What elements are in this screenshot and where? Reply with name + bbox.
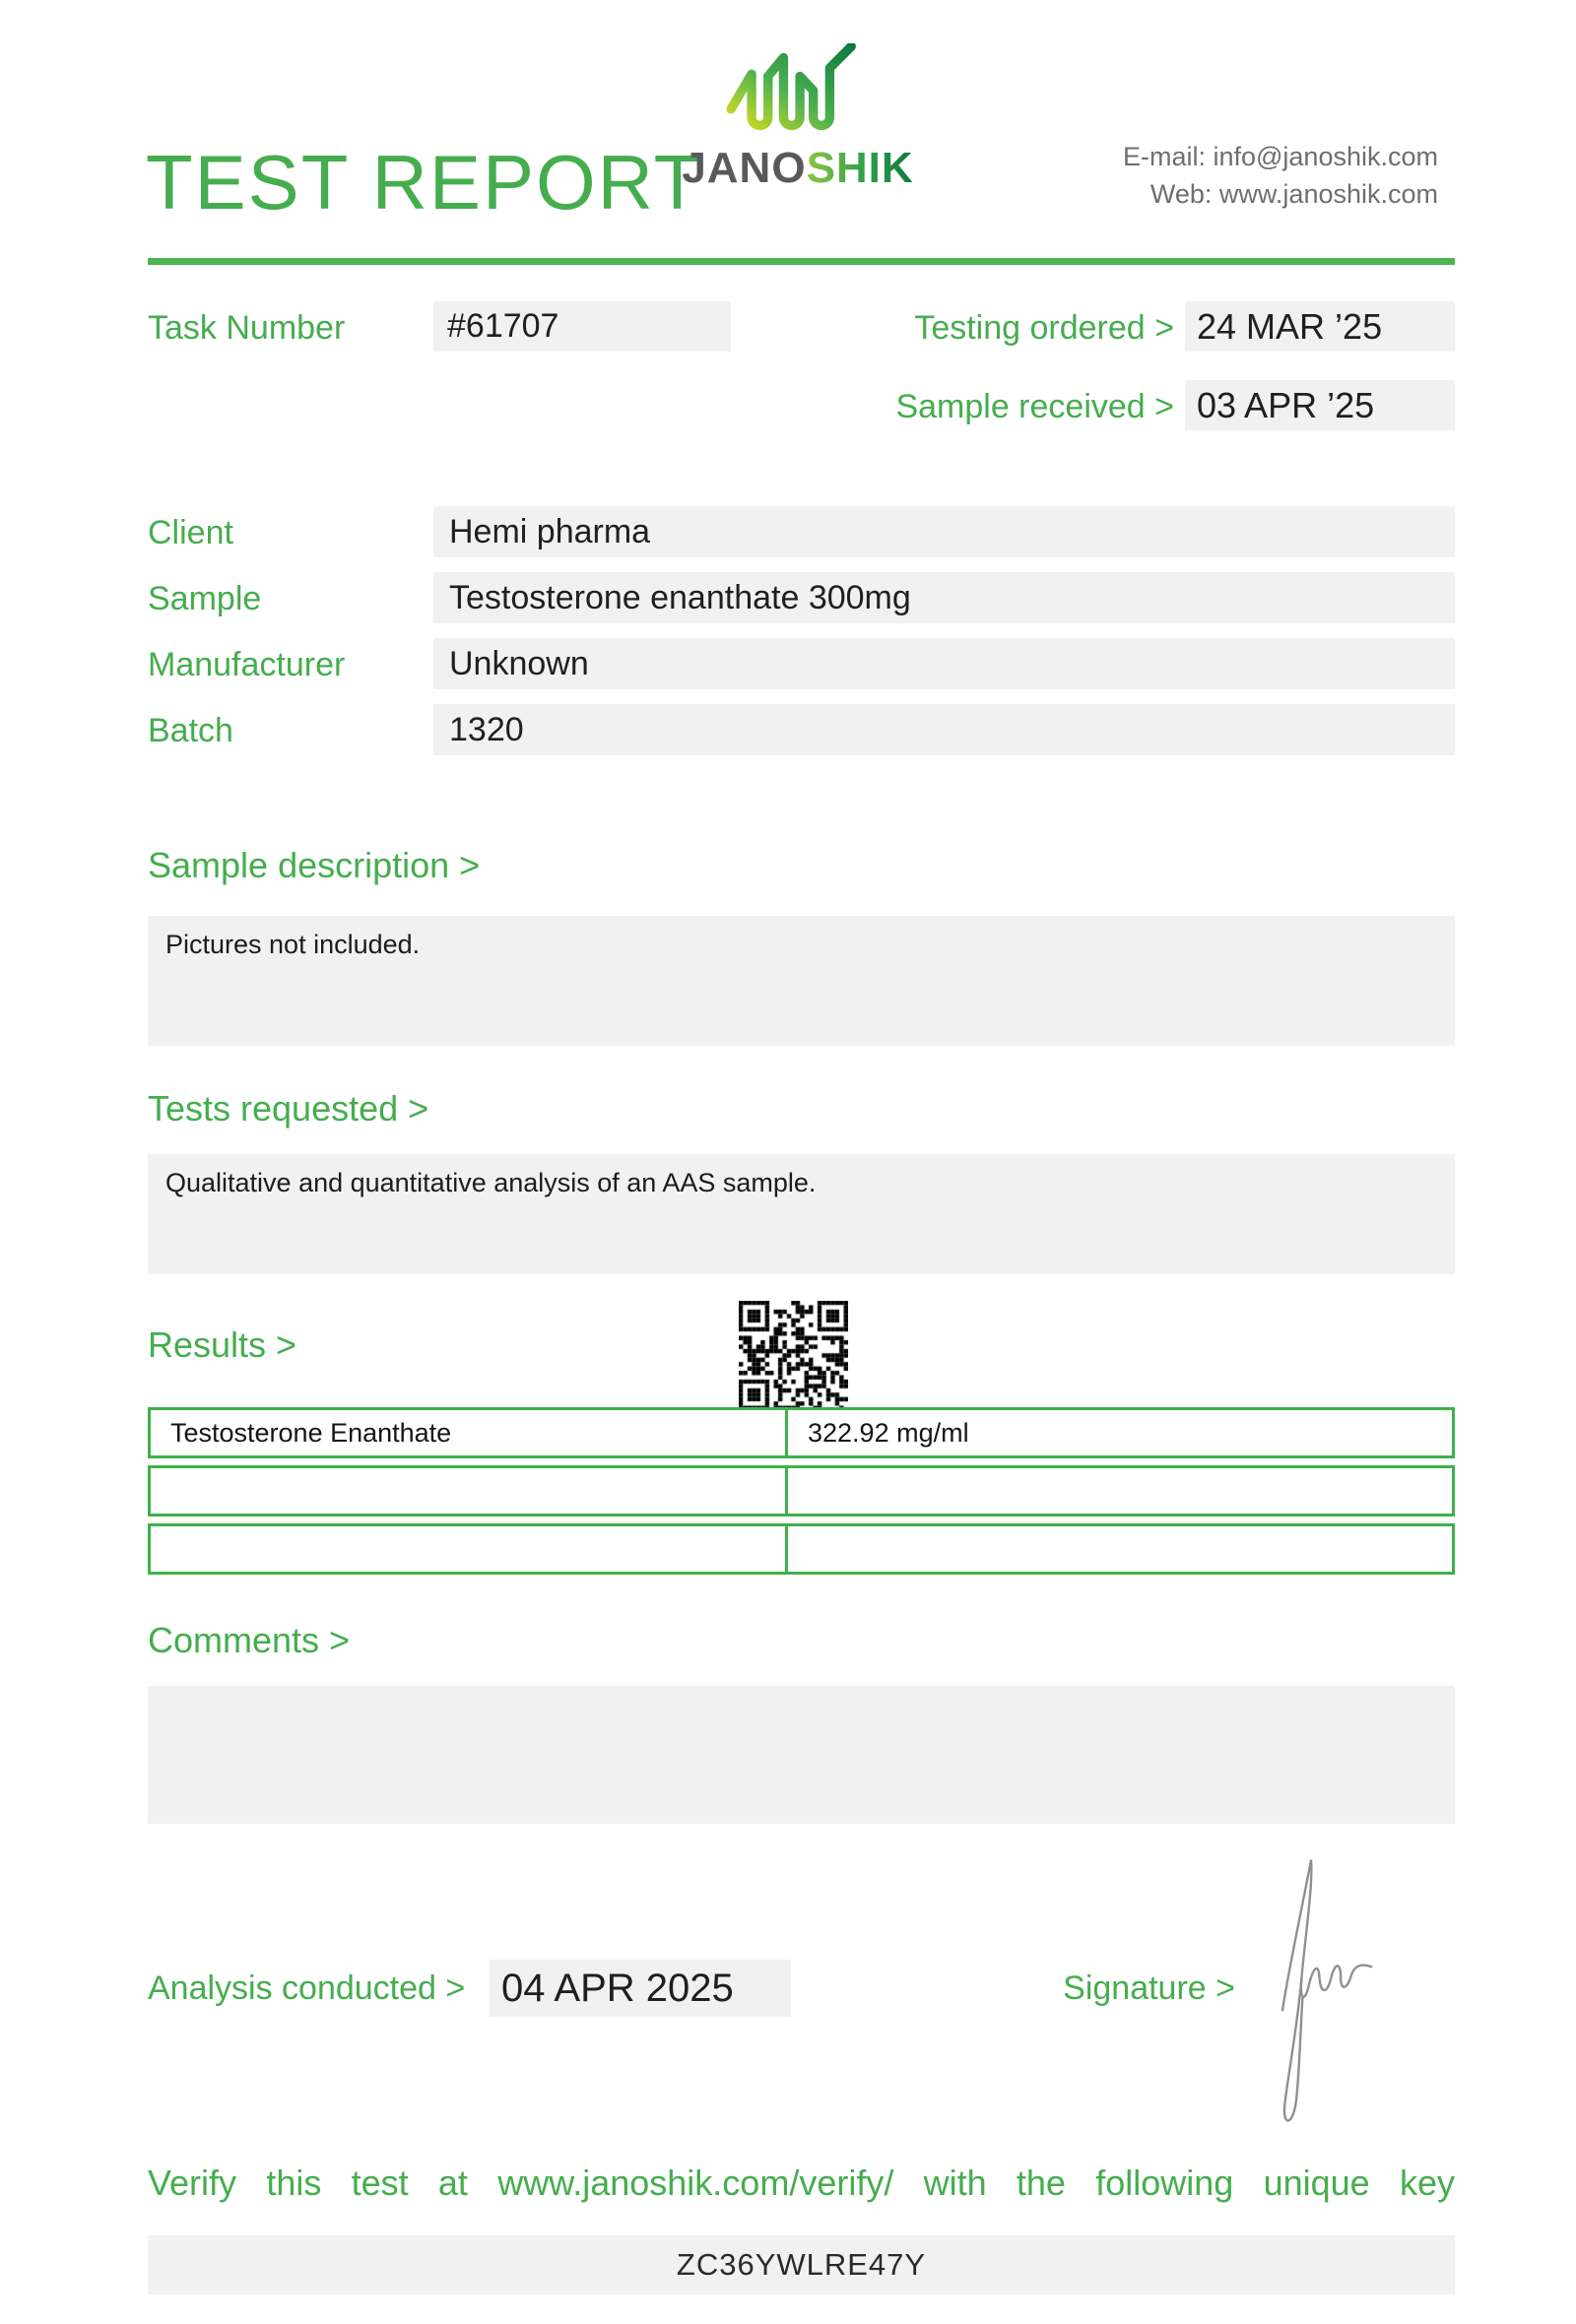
logo-text-jano: JANO <box>682 144 807 192</box>
signature-label: Signature > <box>1063 1969 1235 2007</box>
result-value-cell <box>788 1526 1452 1572</box>
page-title: TEST REPORT <box>146 139 703 226</box>
verify-instruction: Verify this test at www.janoshik.com/verify/ with the following unique key <box>148 2163 1455 2203</box>
qr-code <box>739 1301 848 1410</box>
task-number-value: #61707 <box>447 307 559 345</box>
sample-description-heading: Sample description > <box>148 845 481 885</box>
results-table-row <box>148 1407 1455 1458</box>
signature-image <box>1271 1849 1379 2135</box>
tests-requested-text: Qualitative and quantitative analysis of an AAS sample. <box>165 1168 817 1197</box>
result-value-cell: 322.92 mg/ml <box>808 1417 969 1448</box>
testing-ordered-field <box>1185 301 1455 352</box>
sample-description-box <box>148 916 1455 1046</box>
logo-text-shik: SHIK <box>806 144 914 192</box>
header-divider <box>148 258 1455 265</box>
manufacturer-field <box>433 638 1455 689</box>
manufacturer-value: Unknown <box>449 644 589 682</box>
client-field <box>433 506 1455 557</box>
logo-wordmark <box>655 144 941 193</box>
sample-field <box>433 572 1455 623</box>
result-analyte-cell <box>151 1526 788 1572</box>
client-label: Client <box>148 514 233 551</box>
tests-requested-box <box>148 1154 1455 1274</box>
sample-description-text: Pictures not included. <box>165 930 421 959</box>
task-number-label: Task Number <box>148 309 346 347</box>
verify-key-field <box>148 2235 1455 2294</box>
testing-ordered-date: 24 MAR ’25 <box>1197 305 1383 347</box>
sample-label: Sample <box>148 580 262 617</box>
chart-growth-icon <box>724 43 872 138</box>
verify-key-value: ZC36YWLRE47Y <box>676 2247 927 2282</box>
result-value-cell <box>788 1468 1452 1514</box>
sample-received-field <box>1185 380 1455 430</box>
contact-block <box>1123 138 1438 213</box>
result-analyte-cell <box>151 1468 788 1514</box>
analysis-conducted-label: Analysis conducted > <box>148 1969 466 2007</box>
result-analyte-cell: Testosterone Enanthate <box>151 1410 788 1455</box>
results-heading: Results > <box>148 1324 297 1365</box>
sample-value: Testosterone enanthate 300mg <box>449 578 911 616</box>
sample-received-label: Sample received > <box>895 388 1174 425</box>
sample-received-date: 03 APR ’25 <box>1197 384 1375 425</box>
client-value: Hemi pharma <box>449 512 651 550</box>
manufacturer-label: Manufacturer <box>148 646 346 683</box>
comments-box <box>148 1686 1455 1824</box>
analysis-date-value: 04 APR 2025 <box>501 1966 734 2010</box>
task-number-field <box>433 301 731 352</box>
results-table-row <box>148 1465 1455 1517</box>
results-table-row <box>148 1523 1455 1575</box>
batch-field <box>433 704 1455 755</box>
janoshik-logo <box>655 43 941 193</box>
email-line: E-mail: info@janoshik.com <box>1122 142 1438 171</box>
analysis-date-field <box>490 1960 791 2017</box>
batch-value: 1320 <box>449 710 524 748</box>
web-line: Web: www.janoshik.com <box>1149 179 1438 209</box>
tests-requested-heading: Tests requested > <box>148 1088 429 1129</box>
testing-ordered-label: Testing ordered > <box>914 309 1174 347</box>
batch-label: Batch <box>148 712 233 749</box>
comments-heading: Comments > <box>148 1620 351 1660</box>
